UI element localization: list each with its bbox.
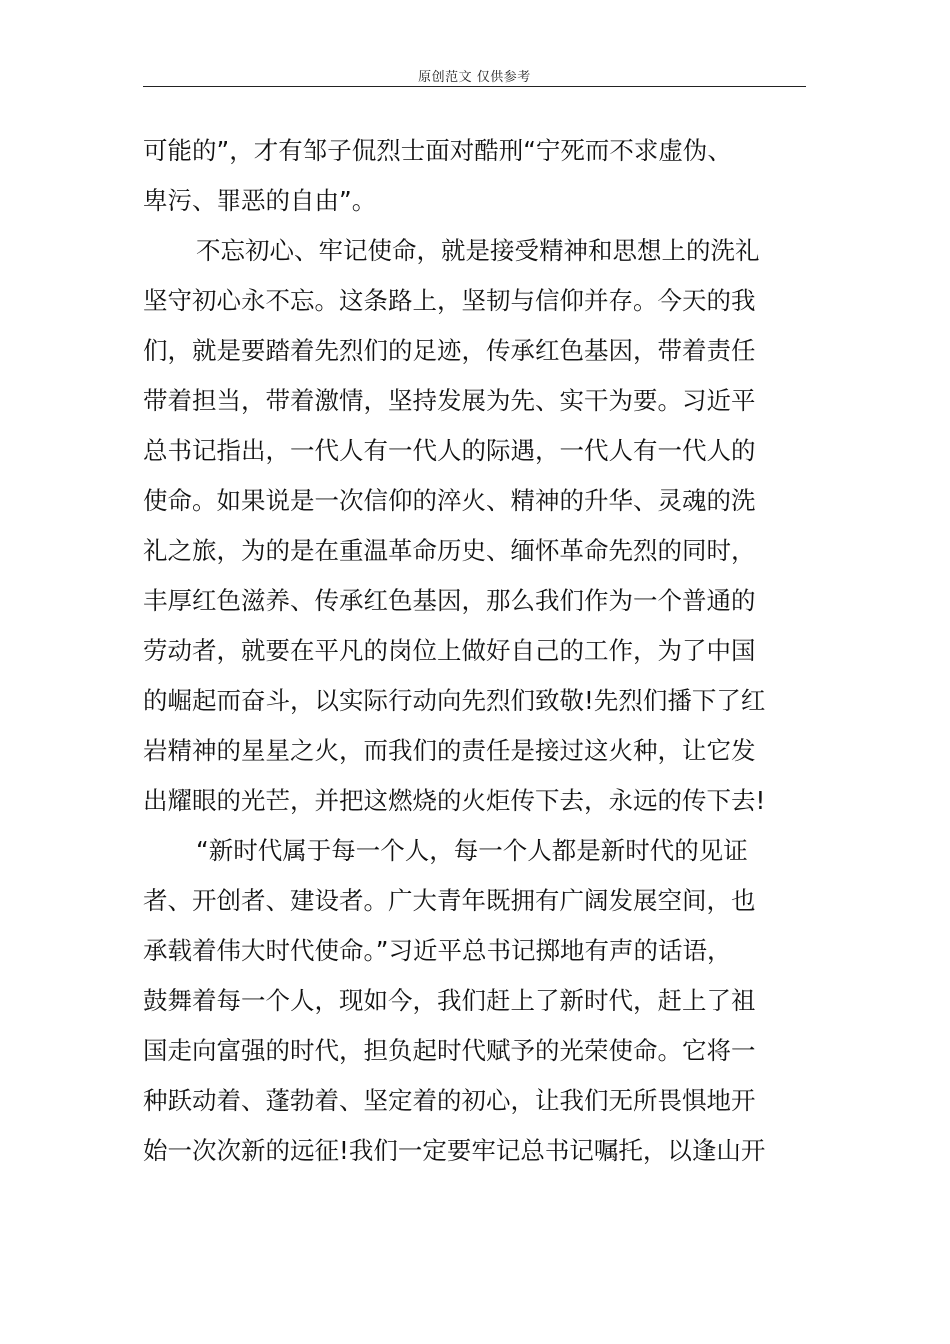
paragraph-start-line: 不忘初心、牢记使命，就是接受精神和思想上的洗礼 [196,236,760,265]
text-line: 种跃动着、蓬勃着、坚定着的初心，让我们无所畏惧地开 [143,1086,756,1115]
text-line: 始一次次新的远征!我们一定要牢记总书记嘱托，以逢山开 [143,1136,766,1165]
paragraph-start-line: “新时代属于每一个人，每一个人都是新时代的见证 [196,836,748,865]
text-line: 坚守初心永不忘。这条路上，坚韧与信仰并存。今天的我 [143,286,756,315]
text-line: 丰厚红色滋养、传承红色基因，那么我们作为一个普通的 [143,586,756,615]
text-line: 带着担当，带着激情，坚持发展为先、实干为要。习近平 [143,386,756,415]
header-caption: 原创范文 仅供参考 [418,70,531,85]
text-line: 出耀眼的光芒，并把这燃烧的火炬传下去，永远的传下去! [143,786,766,815]
text-line: 们，就是要踏着先烈们的足迹，传承红色基因，带着责任 [143,336,756,365]
document-body [143,126,806,1176]
text-line: 礼之旅，为的是在重温革命历史、缅怀革命先烈的同时， [143,536,756,565]
text-line: 鼓舞着每一个人，现如今，我们赶上了新时代，赶上了祖 [143,986,756,1015]
page-header [143,60,806,87]
text-line: 者、开创者、建设者。广大青年既拥有广阔发展空间，也 [143,886,756,915]
text-line: 国走向富强的时代，担负起时代赋予的光荣使命。它将一 [143,1036,756,1065]
text-line: 岩精神的星星之火，而我们的责任是接过这火种，让它发 [143,736,756,765]
text-line: 劳动者，就要在平凡的岗位上做好自己的工作，为了中国 [143,636,756,665]
text-line: 总书记指出，一代人有一代人的际遇，一代人有一代人的 [143,436,756,465]
text-line: 承载着伟大时代使命。”习近平总书记掷地有声的话语， [143,936,732,965]
text-line: 可能的”，才有邹子侃烈士面对酷刑“宁死而不求虚伪、 [143,136,732,165]
text-line: 卑污、罪恶的自由”。 [143,186,377,215]
text-line: 的崛起而奋斗，以实际行动向先烈们致敬!先烈们播下了红 [143,686,766,715]
text-line: 使命。如果说是一次信仰的淬火、精神的升华、灵魂的洗 [143,486,756,515]
